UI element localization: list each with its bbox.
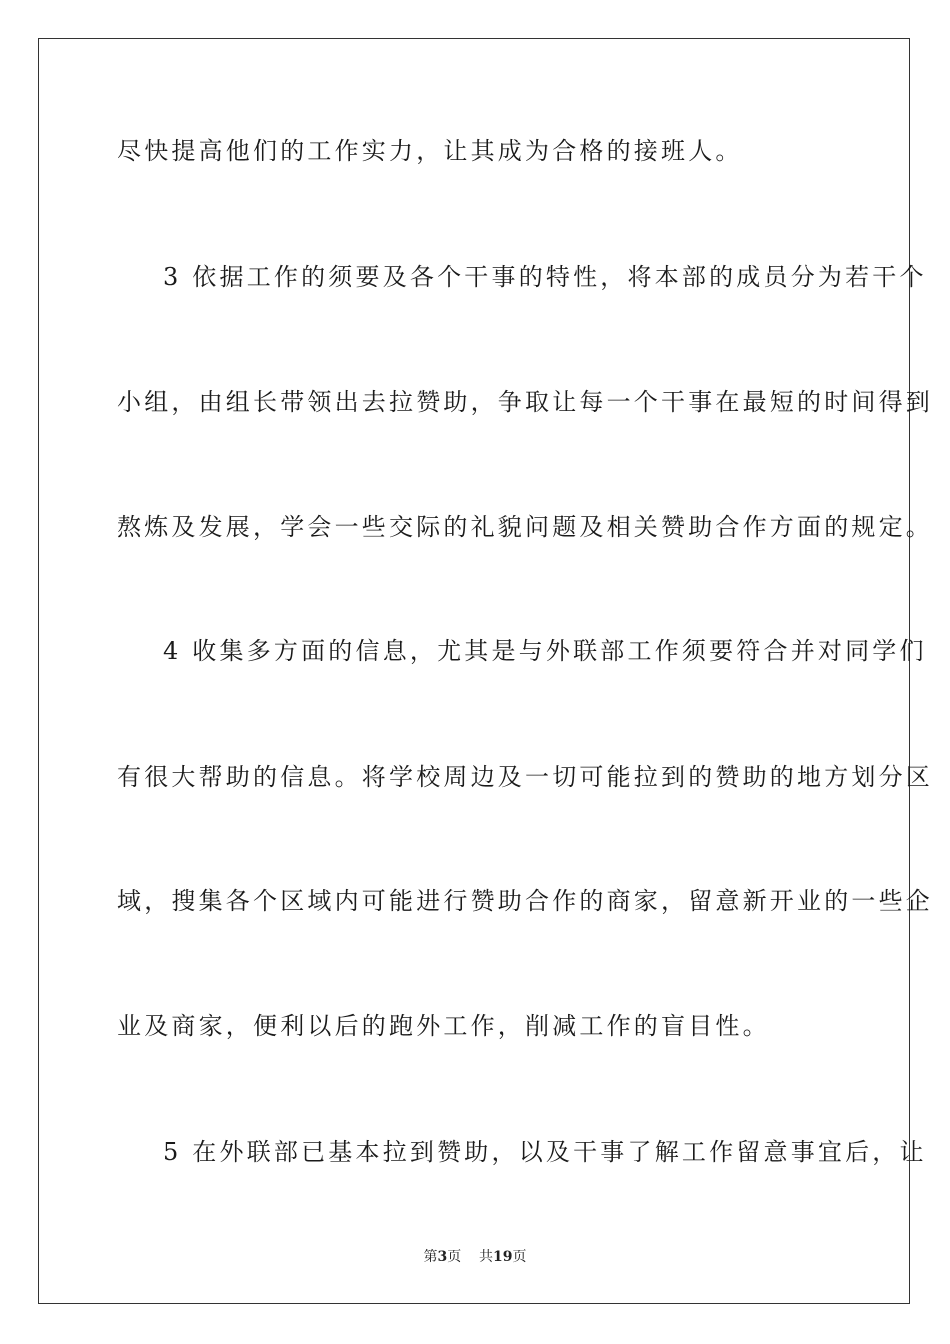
body-line-1: 尽快提高他们的工作实力，让其成为合格的接班人。 bbox=[117, 137, 743, 165]
footer-total-suffix: 页 bbox=[512, 1249, 527, 1265]
footer-total-pages: 19 bbox=[493, 1249, 513, 1265]
footer-total-prefix: 共 bbox=[479, 1249, 494, 1265]
body-line-4: 熬炼及发展，学会一些交际的礼貌问题及相关赞助合作方面的规定。 bbox=[117, 513, 933, 541]
body-line-2: 3 依据工作的须要及各个干事的特性，将本部的成员分为若干个 bbox=[163, 263, 927, 291]
page-border bbox=[38, 38, 933, 1304]
body-line-9: 5 在外联部已基本拉到赞助，以及干事了解工作留意事宜后，让 bbox=[163, 1138, 927, 1166]
body-line-6: 有很大帮助的信息。将学校周边及一切可能拉到的赞助的地方划分区 bbox=[117, 763, 933, 791]
footer-page-suffix: 页 bbox=[447, 1249, 462, 1265]
body-line-5: 4 收集多方面的信息，尤其是与外联部工作须要符合并对同学们 bbox=[163, 637, 927, 665]
footer-page-prefix: 第 bbox=[423, 1249, 438, 1265]
body-line-8: 业及商家，便利以后的跑外工作，削减工作的盲目性。 bbox=[117, 1012, 770, 1040]
footer-page-number: 3 bbox=[437, 1249, 448, 1265]
page-footer bbox=[0, 1248, 950, 1266]
body-line-3: 小组，由组长带领出去拉赞助，争取让每一个干事在最短的时间得到 bbox=[117, 388, 933, 416]
body-line-7: 域，搜集各个区域内可能进行赞助合作的商家，留意新开业的一些企 bbox=[117, 887, 933, 915]
